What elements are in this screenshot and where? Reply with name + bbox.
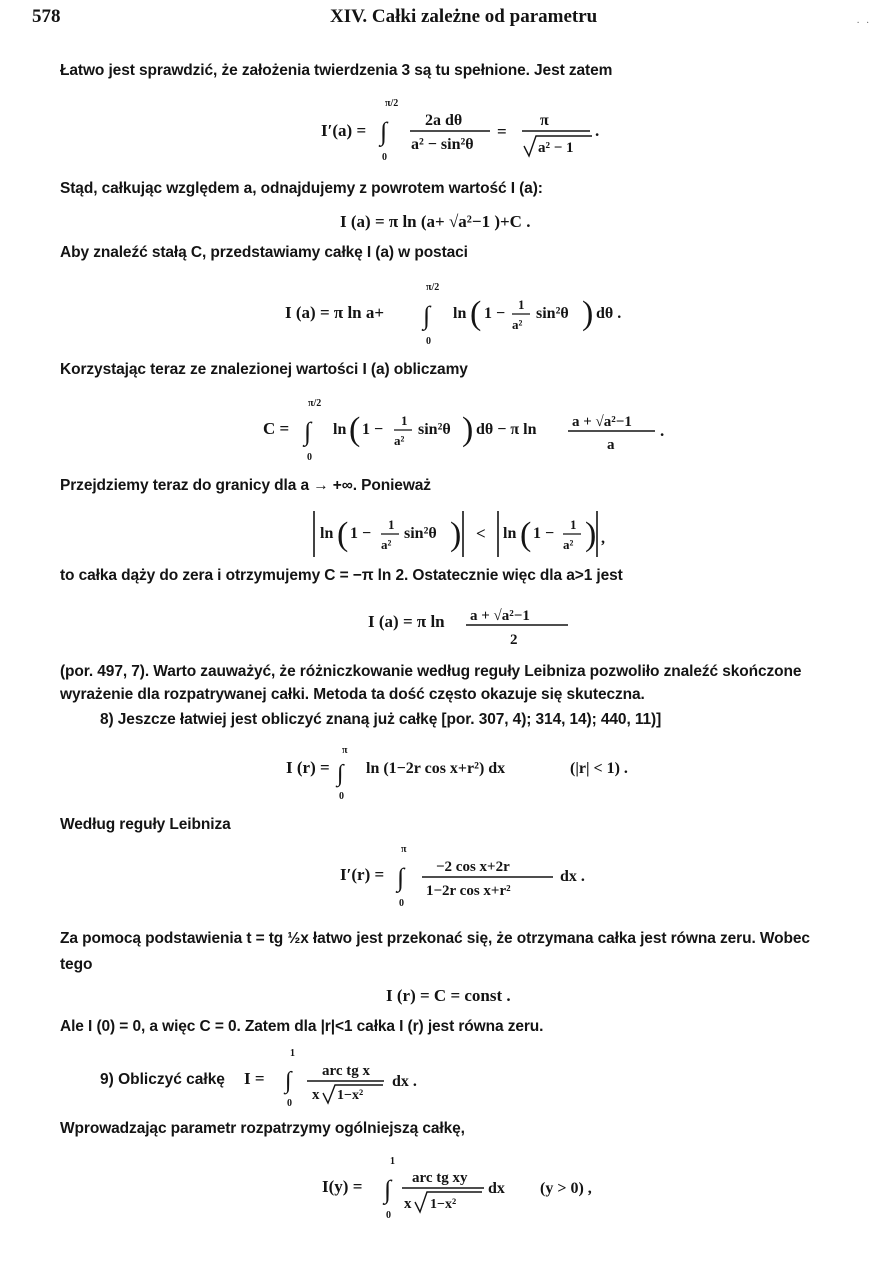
- page-number: 578: [32, 6, 61, 27]
- fraction-denominator: a²: [512, 317, 523, 332]
- fraction-numerator: 1: [518, 297, 525, 312]
- integral-sign: ∫: [337, 761, 344, 787]
- formula-text: I (a) = π ln (a+ √a²−1 )+C .: [340, 212, 531, 231]
- integral-lower-limit: 0: [426, 336, 431, 347]
- integral-lower-limit: 0: [287, 1098, 292, 1109]
- punctuation: .: [660, 421, 665, 440]
- integral-sign: ∫: [384, 1175, 392, 1204]
- integral-lower-limit: 0: [382, 152, 387, 163]
- paragraph-line: Za pomocą podstawienia t = tg ½x łatwo jest przekonać się, że otrzymana całka jest równa zeru. Wobec: [60, 930, 810, 947]
- left-paren: (: [520, 516, 532, 553]
- fraction-numerator: 2a dθ: [425, 112, 463, 129]
- formula-derivative-I-a: [0, 96, 893, 168]
- formula-I-y: [0, 1152, 893, 1224]
- paragraph-line: (por. 497, 7). Warto zauważyć, że różniczkowanie według reguły Leibniza pozwoliło znaleźć skończone: [60, 663, 802, 680]
- formula-I-r: [0, 743, 893, 803]
- fraction-numerator: a + √a²−1: [572, 414, 632, 430]
- inner-term: sin²θ: [536, 305, 569, 322]
- paragraph-line: Według reguły Leibniza: [60, 816, 231, 833]
- paragraph-line: Przejdziemy teraz do granicy dla a → +∞. Ponieważ: [60, 477, 431, 494]
- fraction-denominator: a: [607, 437, 615, 453]
- inner-term: 1 −: [484, 305, 506, 322]
- formula-constant-C: [0, 398, 893, 468]
- ln-symbol: ln: [333, 421, 347, 438]
- inner-term: 1 −: [533, 525, 555, 542]
- integral-lower-limit: 0: [386, 1210, 391, 1221]
- inner-term: sin²θ: [404, 525, 437, 542]
- differential: dx .: [560, 868, 585, 885]
- formula-lhs: C =: [263, 419, 290, 438]
- formula-derivative-I-r: [0, 840, 893, 910]
- formula-text: I (r) = C = const .: [386, 986, 511, 1005]
- integral-sign: ∫: [285, 1068, 292, 1094]
- right-paren: ): [582, 295, 594, 332]
- fraction-numerator: arc tg x: [322, 1063, 371, 1079]
- integral-upper-limit: π/2: [426, 282, 440, 293]
- fraction-denominator: a²: [563, 537, 574, 552]
- ln-symbol: ln: [320, 525, 334, 542]
- paragraph-line: Korzystając teraz ze znalezionej wartości I (a) obliczamy: [60, 361, 468, 378]
- condition: (|r| < 1) .: [570, 760, 628, 777]
- integral-lower-limit: 0: [307, 452, 312, 463]
- formula-lhs: I′(r) =: [340, 865, 385, 884]
- right-paren: ): [585, 516, 597, 553]
- paragraph-line: wyrażenie dla rozpatrywanej całki. Metoda ta dość często okazuje się skuteczna.: [60, 686, 645, 703]
- integral-upper-limit: 1: [290, 1048, 295, 1059]
- paragraph-line: Wprowadzając parametr rozpatrzymy ogólniejszą całkę,: [60, 1120, 465, 1137]
- radicand: 1−x²: [430, 1197, 457, 1212]
- corner-marks: . .: [856, 14, 871, 26]
- fraction-numerator: arc tg xy: [412, 1170, 468, 1186]
- exercise-label: 9) Obliczyć całkę: [100, 1071, 225, 1088]
- integral-sign: ∫: [380, 117, 388, 146]
- fraction-denominator: a² − sin²θ: [411, 136, 474, 153]
- integral-lower-limit: 0: [399, 898, 404, 909]
- middle-term: dθ − π ln: [476, 421, 537, 438]
- punctuation: ,: [601, 530, 605, 547]
- integral-sign: ∫: [423, 301, 431, 330]
- formula-lhs: I (a) = π ln a+: [285, 303, 385, 322]
- condition: (y > 0) ,: [540, 1180, 592, 1197]
- integral-upper-limit: 1: [390, 1156, 395, 1167]
- left-paren: (: [470, 295, 482, 332]
- formula-lhs: I (r) =: [286, 758, 330, 777]
- formula-exercise-9: [0, 1046, 893, 1110]
- fraction-numerator: a + √a²−1: [470, 608, 530, 624]
- fraction-denominator: x: [404, 1196, 412, 1212]
- paragraph-line: Ale I (0) = 0, a więc C = 0. Zatem dla |r|<1 całka I (r) jest równa zeru.: [60, 1018, 544, 1035]
- formula-I-a-integral-form: [0, 282, 893, 352]
- fraction-numerator: 1: [388, 517, 395, 532]
- differential: dθ .: [596, 305, 622, 322]
- formula-inequality: [0, 505, 893, 565]
- punctuation: .: [595, 121, 600, 140]
- fraction-denominator: x: [312, 1087, 320, 1103]
- equals-sign: =: [497, 122, 507, 141]
- formula-lhs: I′(a) =: [321, 121, 367, 140]
- left-paren: (: [337, 516, 349, 553]
- differential: dx: [488, 1180, 505, 1197]
- fraction-denominator: a²: [381, 537, 392, 552]
- formula-constant: [0, 980, 893, 1010]
- formula-lhs: I(y) =: [322, 1177, 363, 1196]
- left-paren: (: [349, 411, 361, 448]
- fraction-numerator: 1: [401, 413, 408, 428]
- formula-lhs: I =: [244, 1069, 265, 1088]
- fraction-denominator: 2: [510, 632, 518, 648]
- formula-final-result: [0, 600, 893, 650]
- differential: dx .: [392, 1073, 417, 1090]
- right-paren: ): [450, 516, 462, 553]
- fraction-numerator: −2 cos x+2r: [436, 859, 510, 875]
- integral-upper-limit: π/2: [308, 398, 322, 409]
- integral-upper-limit: π: [401, 844, 407, 855]
- radicand: 1−x²: [337, 1088, 364, 1103]
- paragraph-line: tego: [60, 956, 93, 973]
- formula-lhs: I (a) = π ln: [368, 612, 445, 631]
- integral-sign: ∫: [397, 863, 405, 892]
- paragraph-line: to całka dąży do zera i otrzymujemy C = −π ln 2. Ostatecznie więc dla a>1 jest: [60, 567, 623, 584]
- running-title: XIV. Całki zależne od parametru: [330, 6, 598, 27]
- integral-upper-limit: π/2: [385, 98, 399, 109]
- fraction-numerator: 1: [570, 517, 577, 532]
- paragraph-line: Stąd, całkując względem a, odnajdujemy z powrotem wartość I (a):: [60, 180, 543, 197]
- fraction-denominator: 1−2r cos x+r²: [426, 883, 511, 899]
- paragraph-line: 8) Jeszcze łatwiej jest obliczyć znaną już całkę [por. 307, 4); 314, 14); 440, 11)]: [100, 711, 662, 728]
- paragraph-line: Łatwo jest sprawdzić, że założenia twierdzenia 3 są tu spełnione. Jest zatem: [60, 62, 613, 79]
- less-than-sign: <: [476, 524, 486, 543]
- inner-term: sin²θ: [418, 421, 451, 438]
- fraction-denominator: a² − 1: [538, 140, 574, 156]
- fraction-denominator: a²: [394, 433, 405, 448]
- integral-lower-limit: 0: [339, 791, 344, 802]
- formula-I-a-general: [0, 205, 893, 235]
- fraction-numerator: π: [540, 112, 549, 129]
- integrand: ln (1−2r cos x+r²) dx: [366, 760, 506, 777]
- ln-symbol: ln: [503, 525, 517, 542]
- integral-upper-limit: π: [342, 745, 348, 756]
- right-paren: ): [462, 411, 474, 448]
- inner-term: 1 −: [362, 421, 384, 438]
- integral-sign: ∫: [304, 417, 312, 446]
- ln-symbol: ln: [453, 305, 467, 322]
- inner-term: 1 −: [350, 525, 372, 542]
- paragraph-line: Aby znaleźć stałą C, przedstawiamy całkę I (a) w postaci: [60, 244, 468, 261]
